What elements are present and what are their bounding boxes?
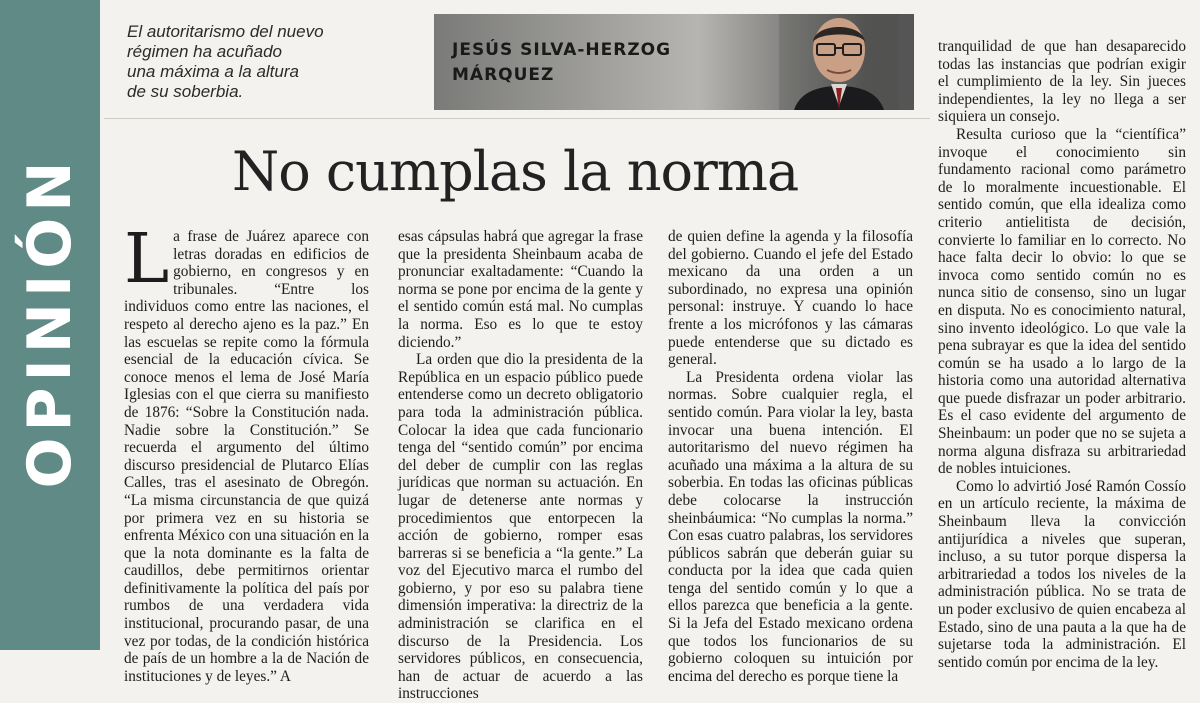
- author-name: [452, 38, 671, 88]
- paragraph: La orden que dio la presidenta de la República en un espacio público puede entenderse como un decreto obligatorio para toda la administración pública. Colocar la idea que cada funcionario tenga del “sentido común” por encima del deber de cumplir con las reglas jurídicas que norman su actuación. En lugar de detenerse ante normas y procedimientos que entorpecen la acción de gobierno, romper esas barreras si se beneficia a “la gente.” La voz del Ejecutivo marca el rumbo del gobierno, y por eso su palabra tiene dimensión imperativa: la directriz de la administración se clarifica en el discurso de la Presidencia. Los servidores públicos, en consecuencia, han de actuar de acuerdo a las instrucciones: [398, 351, 643, 703]
- drop-cap: L: [124, 220, 170, 299]
- paragraph: esas cápsulas habrá que agregar la frase que la presidenta Sheinbaum acaba de pronunciar exaltadamente: “Cuando la norma se pone por encima de la gente y el sentido común está mal. No cumplas la norma. Eso es lo que te estoy diciendo.”: [398, 228, 643, 351]
- author-name-line2: MÁRQUEZ: [452, 65, 555, 85]
- section-sidebar: [0, 0, 100, 650]
- deck-line: El autoritarismo del nuevo: [127, 22, 324, 41]
- article-column-1: [124, 220, 369, 685]
- section-label: OPINIÓN: [15, 155, 85, 489]
- article-column-3: [668, 228, 913, 685]
- author-portrait: [779, 14, 899, 110]
- deck-line: régimen ha acuñado: [127, 42, 283, 61]
- paragraph: tranquilidad de que han desaparecido todas las instancias que podrían exigir el cumplimiento de la ley. Sin jueces independientes, la ley no llega a ser siquiera un consejo.: [938, 38, 1186, 126]
- headline: No cumplas la norma: [232, 140, 799, 203]
- paragraph: de quien define la agenda y la filosofía del gobierno. Cuando el jefe del Estado mexicano da una orden a un subordinado, no expresa una opinión personal: instruye. Y cuando lo hace frente a los micrófonos y las cámaras puede entenderse que su dictado es general.: [668, 228, 913, 369]
- paragraph-text: a frase de Juárez aparece con letras doradas en edificios de gobierno, en congresos y en tribunales. “Entre los individuos como entre las naciones, el respeto al derecho ajeno es la paz.” En las escuelas se repite como la fórmula esencial de la educación cívica. Se conoce menos el lema de José María Iglesias con el que cierra su manifiesto de 1876: “Sobre la Constitución nada. Nadie sobre la Constitución.” Se recuerda el argumento del último discurso presidencial de Plutarco Elías Calles, tras el asesinato de Obregón. “La misma circunstancia de que quizá por primera vez en su historia se enfrenta México con una situación en la que la nota dominante es la falta de caudillos, debe permitirnos orientar definitivamente la política del país por rumbos de una verdadera vida institucional, procurando pasar, de una vez por todas, de la condición histórica de país de un hombre a la de Nación de instituciones y de leyes.” A: [124, 228, 369, 685]
- deck-line: una máxima a la altura: [127, 62, 299, 81]
- paragraph: Como lo advirtió José Ramón Cossío en un artículo reciente, la máxima de Sheinbaum lleva la convicción antijurídica a niveles que superan, incluso, a su tutor porque dispersa la arbitrariedad a todos los niveles de la administración pública. No se trata de un poder exclusivo de quien encabeza al Estado, sino de una pauta a la que ha de sujetarse toda la administración. El sentido común por encima de la ley.: [938, 477, 1186, 671]
- deck-line: de su soberbia.: [127, 82, 244, 101]
- paragraph: Resulta curioso que la “científica” invoque el conocimiento sin fundamento racional como parámetro de lo moralmente incuestionable. El sentido común, que ella idealiza como criterio antielitista de decisión, convierte lo familiar en lo correcto. No hace falta decir lo obvio: lo que se invoca como sentido común no es nunca sitio de consenso, sino un lugar en disputa. No es conocimiento natural, sino invento ideológico. Lo que vale la pena subrayar es que la idea del sentido común se ha usado a lo largo de la historia como una autoridad alternativa que puede disfrazar un poder arbitrario. Es el caso evidente del argumento de Sheinbaum: un poder que no se sujeta a norma alguna disfraza su arbitrariedad de nobles intuiciones.: [938, 125, 1186, 478]
- article-deck: [127, 22, 407, 102]
- header-rule: [104, 118, 930, 119]
- article-column-4: [938, 38, 1186, 671]
- paragraph: [124, 220, 369, 685]
- author-name-line1: JESÚS SILVA-HERZOG: [452, 40, 672, 60]
- article-column-2: [398, 228, 643, 703]
- paragraph: La Presidenta ordena violar las normas. Sobre cualquier regla, el sentido común. Para violar la ley, basta invocar una buena intención. El autoritarismo del nuevo régimen ha acuñado una máxima a la altura de su soberbia. En todas las oficinas públicas debe colocarse la instrucción sheinbáumica: “No cumplas la norma.” Con esas cuatro palabras, los servidores públicos sabrán que deberán guiar su conducta por la idea que cada quien tenga del sentido común y lo que a ellos parezca que beneficia a la gente. Si la Jefa del Estado mexicano ordena que todos los funcionarios de su gobierno coloquen su intuición por encima del derecho es porque tiene la: [668, 368, 913, 685]
- author-banner: [434, 14, 914, 110]
